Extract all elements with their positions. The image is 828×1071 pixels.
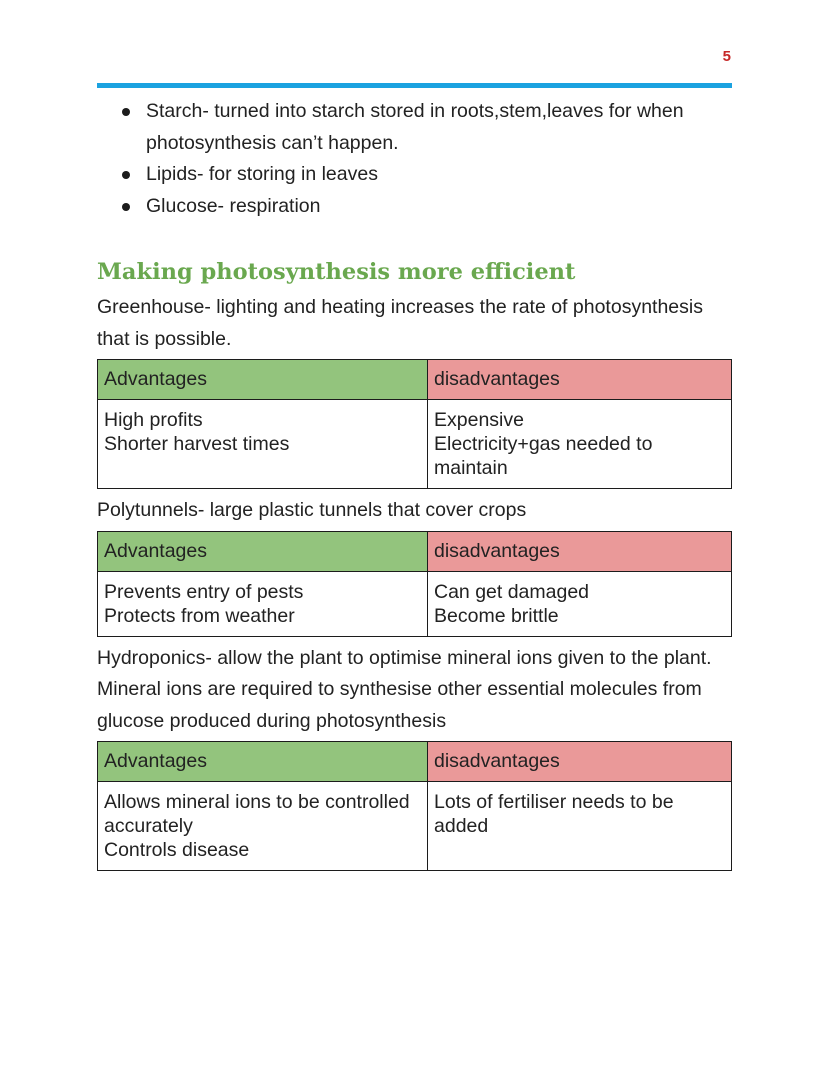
bullet-icon <box>122 203 130 211</box>
disadvantage-item: Become brittle <box>434 604 559 627</box>
bullet-icon <box>122 108 130 116</box>
list-item-text: Lipids- for storing in leaves <box>146 163 378 185</box>
disadvantages-cell <box>428 782 732 871</box>
header-rule <box>97 83 732 88</box>
advantage-item: Protects from weather <box>104 604 295 627</box>
advantage-item: Controls disease <box>104 839 250 861</box>
list-item-text: Starch- turned into starch stored in roots,stem,leaves for when photosynthesis can’t happen. <box>146 100 684 154</box>
advantage-item: Allows mineral ions to be controlled accurately <box>104 791 410 837</box>
disadvantages-header: disadvantages <box>428 531 732 571</box>
advantages-cell <box>98 782 428 871</box>
disadvantages-cell <box>428 571 732 636</box>
disadvantage-item: Can get damaged <box>434 580 590 603</box>
polytunnels-table <box>97 531 732 637</box>
polytunnels-intro: Polytunnels- large plastic tunnels that cover crops <box>97 499 527 521</box>
hydroponics-table <box>97 741 732 871</box>
page-number: 5 <box>722 48 731 65</box>
section-heading: Making photosynthesis more efficient <box>97 259 576 285</box>
list-item-text: Glucose- respiration <box>146 194 321 217</box>
table-row <box>98 571 732 636</box>
advantages-header: Advantages <box>98 360 428 400</box>
disadvantage-item: Lots of fertiliser needs to be added <box>434 791 674 837</box>
bullet-list <box>97 96 732 222</box>
disadvantage-item: Electricity+gas needed to maintain <box>434 433 653 479</box>
disadvantages-cell <box>428 400 732 489</box>
advantage-item: Prevents entry of pests <box>104 580 304 603</box>
advantage-item: Shorter harvest times <box>104 433 290 455</box>
list-item <box>97 96 732 159</box>
table-row <box>98 782 732 871</box>
page-content <box>97 96 732 871</box>
advantage-item: High profits <box>104 409 203 431</box>
list-item <box>97 191 732 223</box>
greenhouse-intro: Greenhouse- lighting and heating increases the rate of photosynthesis that is possible. <box>97 296 703 350</box>
advantages-cell <box>98 400 428 489</box>
disadvantage-item: Expensive <box>434 409 524 431</box>
disadvantages-header: disadvantages <box>428 742 732 782</box>
list-item <box>97 159 732 191</box>
table-row <box>98 400 732 489</box>
disadvantages-header: disadvantages <box>428 360 732 400</box>
advantages-header: Advantages <box>98 531 428 571</box>
advantages-cell <box>98 571 428 636</box>
advantages-header: Advantages <box>98 742 428 782</box>
greenhouse-table <box>97 359 732 489</box>
bullet-icon <box>122 171 130 179</box>
hydroponics-intro: Hydroponics- allow the plant to optimise mineral ions given to the plant. Mineral ions are required to synthesise other essential molecules from glucose produced during photosynthesis <box>97 646 712 732</box>
